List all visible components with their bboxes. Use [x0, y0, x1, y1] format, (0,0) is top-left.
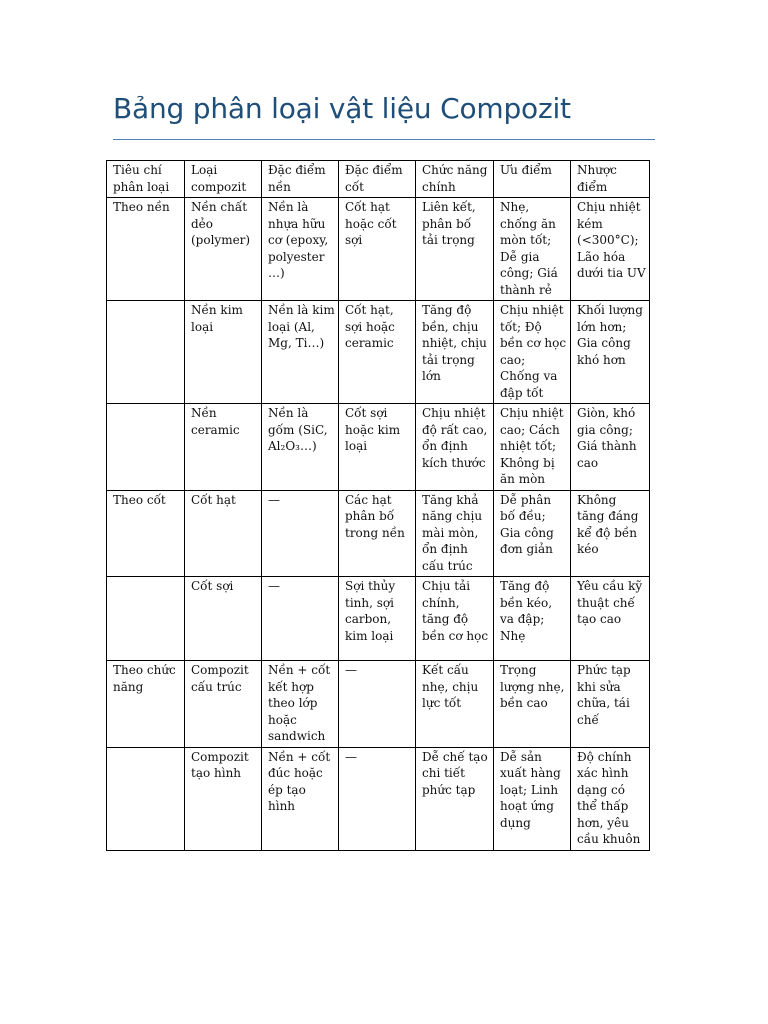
header-cell [571, 161, 650, 198]
table-cell [107, 577, 185, 661]
header-text: Tiêu chí phân loại [113, 163, 170, 194]
table-cell [339, 577, 416, 661]
header-cell [339, 161, 416, 198]
table-cell [416, 490, 494, 577]
table-cell [339, 198, 416, 301]
table-cell [185, 404, 262, 491]
cell-text: Sợi thủy tinh, sợi carbon, kim loại [345, 579, 396, 643]
classification-table [106, 160, 650, 851]
cell-text: Chịu nhiệt cao; Cách nhiệt tốt; Không bị ăn mòn [500, 406, 564, 486]
cell-text: Chịu nhiệt độ rất cao, ổn định kích thước [422, 406, 488, 470]
table-cell [494, 661, 571, 748]
cell-text: Chịu tải chính, tăng độ bền cơ học [422, 579, 489, 643]
table-cell [107, 661, 185, 748]
table-cell [339, 747, 416, 850]
table-row [107, 301, 650, 404]
cell-text: — [345, 663, 357, 677]
table-cell [494, 490, 571, 577]
cell-text: Tăng độ bền, chịu nhiệt, chịu tải trọng lớn [422, 303, 487, 383]
table-row [107, 404, 650, 491]
table-cell [107, 404, 185, 491]
table-cell [416, 301, 494, 404]
cell-text: Nền là gốm (SiC, Al₂O₃…) [268, 406, 328, 453]
table-cell [571, 301, 650, 404]
title-underline [113, 139, 655, 140]
table-cell [494, 404, 571, 491]
cell-text: Độ chính xác hình dạng có thể thấp hơn, yêu cầu khuôn [577, 749, 641, 846]
table-cell [571, 661, 650, 748]
table-cell [262, 198, 339, 301]
header-cell [494, 161, 571, 198]
table-cell [571, 198, 650, 301]
cell-text: — [268, 492, 280, 507]
table-cell [185, 198, 262, 301]
cell-text: Phức tạp khi sửa chữa, tái chế [577, 663, 631, 727]
table-row [107, 661, 650, 748]
cell-text: Giòn, khó gia công; Giá thành cao [577, 406, 637, 470]
table-cell [262, 577, 339, 661]
table-cell [571, 404, 650, 491]
cell-text: — [268, 579, 280, 593]
table-cell [416, 577, 494, 661]
cell-text: Theo chức năng [113, 663, 176, 694]
cell-text: Compozit tạo hình [191, 749, 249, 780]
table-cell [262, 490, 339, 577]
table-cell [107, 301, 185, 404]
cell-text: Dễ phân bố đều; Gia công đơn giản [500, 492, 554, 556]
cell-text: Trọng lượng nhẹ, bền cao [500, 663, 565, 710]
table-cell [416, 747, 494, 850]
header-text: Đặc điểm nền [268, 163, 326, 194]
cell-text: Theo cốt [113, 492, 166, 507]
table-cell [416, 198, 494, 301]
table-cell [494, 198, 571, 301]
table-cell [571, 747, 650, 850]
header-cell [185, 161, 262, 198]
cell-text: Nền ceramic [191, 406, 240, 437]
cell-text: Nền + cốt kết hợp theo lớp hoặc sandwich [268, 663, 331, 743]
table-cell [185, 490, 262, 577]
table-cell [185, 577, 262, 661]
table-cell [339, 661, 416, 748]
cell-text: Tăng độ bền kéo, va đập; Nhẹ [500, 579, 553, 643]
table-header-row [107, 161, 650, 198]
table-row [107, 490, 650, 577]
cell-text: Khối lượng lớn hơn; Gia công khó hơn [577, 303, 643, 367]
table-cell [494, 577, 571, 661]
cell-text: Dễ sản xuất hàng loạt; Linh hoạt ứng dụng [500, 749, 561, 830]
cell-text: Compozit cấu trúc [191, 663, 249, 694]
cell-text: Yêu cầu kỹ thuật chế tạo cao [577, 579, 643, 626]
table-cell [494, 747, 571, 850]
table-cell [339, 301, 416, 404]
cell-text: Chịu nhiệt tốt; Độ bền cơ học cao; Chống va đập tốt [500, 303, 567, 400]
cell-text: Nền + cốt đúc hoặc ép tạo hình [268, 749, 331, 813]
table-cell [107, 747, 185, 850]
cell-text: — [345, 749, 357, 764]
cell-text: Cốt hạt, sợi hoặc ceramic [345, 303, 395, 350]
cell-text: Theo nền [113, 200, 170, 214]
table-cell [339, 490, 416, 577]
table-row [107, 577, 650, 661]
table-cell [185, 747, 262, 850]
cell-text: Cốt hạt [191, 492, 236, 507]
header-text: Đặc điểm cốt [345, 163, 403, 194]
cell-text: Dễ chế tạo chi tiết phức tạp [422, 749, 488, 797]
cell-text: Kết cấu nhẹ, chịu lực tốt [422, 663, 479, 710]
cell-text: Cốt hạt hoặc cốt sợi [345, 200, 397, 247]
table-cell [571, 490, 650, 577]
cell-text: Các hạt phân bố trong nền [345, 492, 405, 540]
cell-text: Nền là kim loại (Al, Mg, Ti…) [268, 303, 335, 350]
table-cell [262, 301, 339, 404]
table-cell [262, 404, 339, 491]
header-text: Ưu điểm [500, 163, 552, 177]
cell-text: Nền là nhựa hữu cơ (epoxy, polyester …) [268, 200, 329, 280]
table-cell [571, 577, 650, 661]
table-cell [494, 301, 571, 404]
cell-text: Chịu nhiệt kém (<300°C); Lão hóa dưới tia UV [577, 200, 646, 280]
table-cell [416, 661, 494, 748]
header-text: Nhược điểm [577, 163, 617, 194]
cell-text: Liên kết, phân bố tải trọng [422, 200, 476, 247]
cell-text: Cốt sợi [191, 579, 234, 593]
table-cell [185, 301, 262, 404]
table-cell [416, 404, 494, 491]
cell-text: Nền chất dẻo (polymer) [191, 200, 251, 247]
header-text: Loại compozit [191, 163, 247, 194]
header-cell [107, 161, 185, 198]
cell-text: Nhẹ, chống ăn mòn tốt; Dễ gia công; Giá thành rẻ [500, 200, 558, 297]
table-cell [339, 404, 416, 491]
document-title: Bảng phân loại vật liệu Compozit [113, 92, 571, 125]
cell-text: Cốt sợi hoặc kim loại [345, 406, 401, 453]
header-text: Chức năng chính [422, 163, 488, 194]
cell-text: Không tăng đáng kể độ bền kéo [577, 492, 639, 556]
cell-text: Nền kim loại [191, 303, 243, 334]
header-cell [262, 161, 339, 198]
table-cell [262, 661, 339, 748]
table-cell [107, 490, 185, 577]
table-cell [107, 198, 185, 301]
table-row [107, 747, 650, 850]
cell-text: Tăng khả năng chịu mài mòn, ổn định cấu trúc [422, 492, 483, 573]
table-cell [185, 661, 262, 748]
table-cell [262, 747, 339, 850]
header-cell [416, 161, 494, 198]
table-row [107, 198, 650, 301]
